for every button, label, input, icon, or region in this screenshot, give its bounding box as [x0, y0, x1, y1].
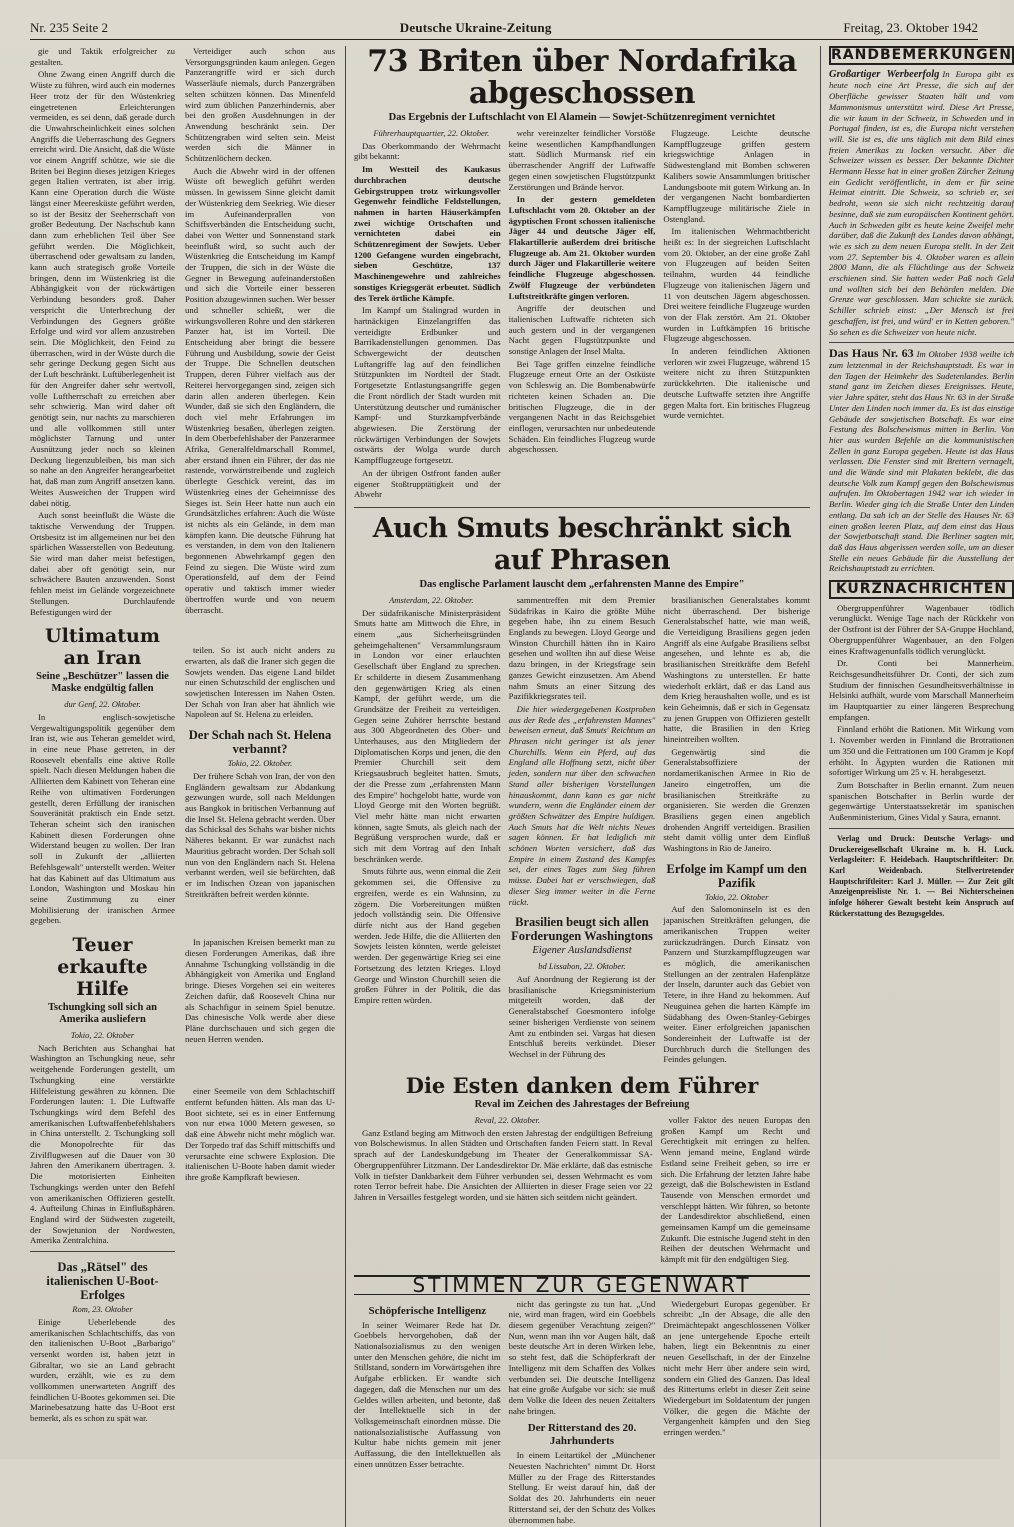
main-dateline: Führerhauptquartier, 22. Oktober.: [373, 128, 490, 138]
esten-col-a: [354, 1115, 653, 1267]
brasil-subheadline: Eigener Auslandsdienst: [532, 945, 632, 957]
teuer-dateline: Tokio, 22. Oktober: [70, 1030, 135, 1041]
issue-number: Nr. 235 Seite 2: [30, 20, 108, 35]
esten-paragraph: Ganz Estland beging am Mittwoch den ersten Jahrestag der endgültigen Befreiung von Bolschewismus. In allen Städten und Ortschaften fanden Feiern statt. In Reval sprach auf der Landeskundgebung im Theater der Generalkommissar SA-Obergruppenführer Litzmann. Der Landesdirektor Dr. Mäe erklärte, daß das estnische Volk in tiefster Dankbarkeit dem Führer verbunden sei, dessen Wehrmacht es vom roten Terror befreit habe. Die Ansichten der Alliierten in dieser Frage seien vor 22 Jahren in Versailles festgelegt worden, und sie hätten sich seitdem nicht geändert.: [354, 1127, 653, 1202]
iran-dateline: dur Genf, 22. Oktober.: [64, 699, 141, 710]
schah-headline: Der Schah nach St. Helena verbannt?: [188, 728, 332, 757]
pazifik-dateline: Tokio, 22. Oktober: [704, 891, 769, 902]
main-paragraph: Flugzeuge. Leichte deutsche Kampfflugzeuge griffen gestern kriegswichtige Anlagen in Südwestengland mit Bomben schweren Kalibers sowie Ansammlungen britischer Landungsboote mit gutem Wirkung an. In der vergangenen Nacht bombardierten Kampfflugzeuge militärische Ziele in Ostengland.: [663, 128, 810, 224]
schah-dateline: Tokio, 22. Oktober.: [227, 758, 293, 769]
haus-title: Das Haus Nr. 63: [829, 346, 914, 361]
col2-paragraph: Auch die Abwehr wird in der offenen Wüste oft beweglich geführt werden müssen. In gewissem Sinne gleicht damit der Wüstenkrieg dem Seekrieg. Wie dieser im Aufeinanderprallen von Schiffsverbänden die Entscheidung sucht, dabei von Wetter und Sonnenstand stark beeinflußt wird, so sucht auch der Wüstenkrieg die Entscheidung im Kampf der Truppen, die sich in der Wüste die Gegner in Bewegung aufeinanderstoßen und sich die Vorteile einer besseren Position abzugewinnen suchen. Wer besser und schneller schießt, wer die wirkungsvolleren Rohre und den stärkeren Panzer hat, ist im Vorteil. Die Entscheidung aber bringt die bessere Führung und Ausbildung, sowie der Geist der Truppe. Die Schnellen deutschen Truppen, deren Führer vielfach aus der Reiterei hervorgegangen sind, zeigen sich darin allen anderen überlegen. Kein Wunder, daß sie sich den Engländern, die doch viel mehr Erfahrungen im Wüstenkrieg besaßen, überlegen zeigten. In dem Oberbefehlshaber der Panzerarmee Afrika, Generalfeldmarschall Rommel, aber erstand ihnen ein Führer, der das nie rastende, vorwärtstreibende und zugleich überlegte Geschick vereint, das im Wüstenkrieg eines der Geheimnisse des Sieges ist. Sein Heer hatte nun auch ein Grundsätzliches erfahren: Auch die Wüste ist nichts als ein Gelände, in dem man kämpfen kann. Die deutsche Führung hat es verstanden, in dem von den Italienern begonnenen Abwehrkampf gegen den Feind zu siegen. Die Wüste wird zum Operationsfeld, auf dem der Feind operativ und taktisch immer wieder übertroffen wurde und von neuem überrascht.: [185, 165, 335, 615]
right-column: [820, 46, 1014, 1527]
brasil-text: Auf Anordnung der Regierung ist der brasilianische Kriegsministerium mitgeteilt worden, daß der Generalstabschef Goesmontero infolge seiner bisherigen Verdienste von seinem Amt zu entbinden sei. Vargas hat diesen Entschluß bereits verkündet. Dieser Wechsel in der Führung des: [508, 974, 656, 1059]
esten-subheadline: Reval im Zeichen des Jahrestages der Befreiung: [474, 1099, 690, 1111]
brasil-headline: Brasilien beugt sich allen Forderungen Washingtons: [511, 915, 653, 944]
teuer-headline: Teuer erkaufte Hilfe: [57, 934, 148, 1001]
smuts-subheadline: Das englische Parlament lauscht dem „erfahrensten Manne des Empire": [419, 578, 745, 590]
divider: [829, 828, 1014, 829]
stimmen-col-a: [354, 1299, 501, 1527]
main-paragraph: Im italienischen Wehrmachtbericht heißt es: In der siegreichen Luftschlacht vom 20. Oktober, an der eine große Zahl von Flugzeugen auf beiden Seiten teilnahm, wurden 44 feindliche Flugzeuge von italienischen Jägern und 11 von deutschen Jägern abgeschossen. Drei weitere feindliche Flugzeuge wurden von der Flak zerstört. Am 21. Oktober wurden in Luftkämpfen 16 britische Flugzeuge abgeschossen.: [663, 226, 810, 344]
smuts-col-b: [509, 595, 656, 1067]
stimmen-paragraph: Wiedergeburt Europas gegenüber. Er schreibt: „In der Absage, die alle den Dreimächtepakt angeschlossenen Völker an jene untergehende Epoche erteilt haben, liegt ein Bekenntnis zu einer neuen Gesellschaft, in der der Einzelne nicht mehr Herr über andere sein wird, sondern ein Glied des Ganzen. Das Ideal des Rittertums erlebt in dieser Zeit seine Wiedergeburt im Soldatentum der jungen Völker, die gegen die Mächte der Vergangenheit kämpfen und den Sieg erringen werden.": [663, 1298, 810, 1438]
brasil-paragraph: Gegenwärtig sind die Generalstabsoffiziere der nordamerikanischen Armee in Rio de Janeiro eingetroffen, um die brasilianischen Streitkräfte zu organisieren. Sie werden die Grenzen Brasiliens gegen einen angeblich drohenden Angriff verteidigen. Brasilien steht damit völlig unter dem Einfluß Washingtons in Rio de Janeiro.: [663, 746, 810, 854]
divider: [829, 342, 1014, 343]
uboot-dateline: Rom, 23. Oktober: [72, 1304, 133, 1315]
esten-col-b: [661, 1115, 810, 1267]
issue-date: Freitag, 23. Oktober 1942: [843, 20, 978, 35]
newspaper-title: Deutsche Ukraine-Zeitung: [399, 20, 552, 35]
masthead: [30, 20, 978, 40]
haus-text: Im Oktober 1938 weilte ich zum letztenmal in der Reichshauptstadt. Es war in den Tagen der Heimkehr des Sudetenlandes. Berlin stand ganz im Zeichen dieses Ereignisses. Heute, vier Jahre später, steht das Haus Nr. 63 in der Straße Unter den Linden noch immer da. Es ist das einstige Gebäude der sowjetischen Botschaft. Es war eine Festung des Bolschewismus mitten in Berlin. Von hier aus wurden Befehle an die kommunistischen Zellen in ganz Europa gegeben. Heute ist das Haus verlassen. Die Fenster sind mit Brettern vernagelt, und die Wände sind mit Plakaten beklebt, die das deutsche Volk zum Kampf gegen den Bolschewismus aufrufen. Im Oktobertagen 1942 war ich wieder in Berlin. Wieder ging ich die Straße Unter den Linden entlang. Da sah ich an der Stelle des Hauses Nr. 63 einen großen leeren Platz, auf dem einst das Haus der Sowjetbotschaft stand. Die Berliner sagten mir, daß das Haus abgerissen werden solle, um an dieser Stelle ein neues Gebäude für die Ausstellung der Reichshauptstadt zu errichten.: [829, 349, 1014, 574]
main-paragraph: An der übrigen Ostfront fanden außer eigener Stoßtrupptätigkeit und der Abwehr: [354, 467, 501, 500]
main-paragraph: Im Westteil des Kaukasus durchbrachen deutsche Gebirgstruppen trotz wirkungsvoller Gegenwehr feindliche Feldstellungen, nahmen in harten Häuserkämpfen zwei wichtige Ortschaften und vernichteten dabei ein Schützenregiment der Sowjets. Ueber 1200 Gefangene wurden eingebracht, sieben Geschütze, 137 Maschinengewehre und zahlreiches sonstiges Kriegsgerät erbeutet. Südlich des Terek örtliche Kämpfe.: [354, 164, 501, 303]
main-paragraph: In der gestern gemeldeten Luftschlacht vom 20. Oktober an der ägyptischen Front schossen italienische Jäger 44 und deutsche Jäger elf, Flakartillerie außerdem drei britische Flugzeuge ab. Am 21. Oktober wurden durch Jäger und Flakartillerie weitere feindliche Flugzeuge abgeschossen. Zwölf Flugzeuge der verbündeten Luftstreitkräfte gingen verloren.: [508, 194, 656, 301]
main-paragraph: Angriffe der deutschen und italienischen Luftwaffe richteten sich auch gestern und in der vergangenen Nacht gegen Flugstützpunkte und sonstige Anlagen der Insel Malta.: [508, 303, 656, 357]
teuer-text: Nach Berichten aus Schanghai hat Washington an Tschungking neue, sehr weitgehende Forderungen gestellt, um Tschungking eine verstärkte Hilfeleistung gewähren zu können. Die Forderungen lauten: 1. Die Luftwaffe Tschungkings wird dem Befehl des amerikanischen Luftwaffenbefehlshabers in China unterstellt. 2. Tschungking soll die Monopolrechte für das Zivilflugwesen auf die Dauer von 30 Jahren den Amerikanern übertragen. 3. Die motorisierten Einheiten Tschungkings werden unter den Befehl von amerikanischen Offizieren gestellt. 4. Aufteilung Chinas in Einflußsphären. England wird der Südwesten zugeteilt, der Sowjetunion der Nordwesten, Amerika Zentralchina.: [30, 1042, 175, 1246]
divider: [354, 507, 810, 508]
main-article-col-b: [509, 128, 656, 502]
smuts-paragraph: sammentreffen mit dem Premier Südafrikas in Kairo die größte Mühe gegeben habe, ihn zu einem Besuch Englands zu bewegen. Lloyd George und Winston Churchill hätten ihn in Kairo gesehen und wollten ihn auf diese Weise dazu bringen, in der Kriegsfrage sein ganzes Gewicht einzusetzen. Am Abend nahm Smuts an einer Sitzung des Pazifikkriegsrates teil.: [508, 594, 656, 702]
esten-article: [354, 1115, 810, 1267]
esten-dateline: Reval, 22. Oktober.: [474, 1115, 541, 1126]
iran-text: In englisch-sowjetische Vergewaltigungspolitik gegenüber dem Iran ist, wie aus Teheran gemeldet wird, in eine neue Phase getreten, in der Roosevelt ebenfalls eine aktive Rolle spielt. Nach diesen Meldungen haben die Alliierten dem Kabinett von Teheran eine Reihe von ultimativen Forderungen gestellt, deren Erfüllung der iranischen Souveränität praktisch ein Ende setzt. Teheran scheint sich den iranischen Kabinett diesen Forderungen ohne Widerstand beugen zu wollen. Der Iran soll in Zukunft der „alliierten Befehlsgewalt" unterstellt werden. Weiter hat das Kabinett auf das Ultimatum aus London, Washington und Moskau hin seine Zustimmung zu einer Mobilisierung der iranischen Armee gegeben.: [30, 711, 176, 926]
main-paragraph: wehr vereinzelter feindlicher Vorstöße keine wesentlichen Kampfhandlungen statt. Südlich Murmansk rief ein überraschender Angriff der Luftwaffe gegen einen sowjetischen Flugstützpunkt Zerstörungen und Brände hervor.: [508, 128, 656, 192]
column-2: [185, 46, 335, 1527]
main-paragraph: Bei Tage griffen einzelne feindliche Flugzeuge erneut Orte an der Ostküste von Schleswig an. Die Bombenabwürfe richteten keinen Schaden an. Die britischen Flugzeuge, die in der vergangenen Nacht in das Reichsgebiet einflogen, verursachten nur unbedeutende Schäden. Ein feindliches Flugzeug wurde abgeschossen.: [508, 358, 656, 455]
stimmen-subheadline: Der Ritterstand des 20. Jahrhunderts: [527, 1422, 637, 1448]
smuts-dateline: Amsterdam, 22. Oktober.: [389, 594, 474, 605]
teuer-text-cont: In japanischen Kreisen bemerkt man zu diesen Forderungen Amerikas, daß ihre Annahme Tschungking vollständig in die Abhängigkeit von Amerika und England bringe. Dieses Vorgehen sei ein weiteres Zeichen dafür, daß Roosevelt China nur als Schachfigur in seinem Spiel benutze. Das chinesische Volk werde aber diese Pläne durchschauen und sich gegen die neuen Herren wenden.: [185, 937, 335, 1044]
main-article-col-a: [354, 128, 501, 502]
smuts-article: [354, 595, 810, 1067]
kurz-item: Finnland erhöht die Rationen. Mit Wirkung vom 1. November werden in Finnland die Brotrationen um 350 und die Fettrationen um 100 Gramm je Kopf erhöht. In Ägypten wurden die Rationen mit sofortiger Wirkung um 25 v. H. herabgesetzt.: [829, 724, 1014, 778]
smuts-paragraph: Smuts führte aus, wenn einmal die Zeit gekommen sei, die Offensive zu ergreifen, werde es ein Wahnsinn, zu zögern. Die Vorbereitungen müßten jedoch vollständig sein. Die Offensive dürfe nicht aus der Hand gegeben werden. Jede Hilfe, die die Alliierten den Sowjets leisten könnten, werde geleistet werden. Der gegenwärtige Krieg sei eine Fortsetzung des letzten Krieges. Lloyd George und Winston Churchill seien die großen Führer in der Politik, die das Empire retten würden.: [354, 866, 501, 1005]
stimmen-col-c: [663, 1299, 810, 1527]
smuts-paragraph: Die hier wiedergegebenen Kostproben aus der Rede des „erfahrensten Mannes" beweisen erneut, daß Smuts' Reichtum an Phrasen nicht geringer ist als jener Churchills. Wenn ein Pferd, auf das England alle Hoffnung setzt, nicht über jeden, sondern nur über den schwachen Stand aller bisherigen Vorstellungen hinauskommt, dann kann es gar nicht wundern, wenn die Engländer einem der größten Schwätzer des Empire huldigen. Auch Smuts hat die Welt nichts Neues sagen können. Er hat lediglich mit schönen Worten versichert, daß das Empire in einem Zustand des Kampfes sei, der eines Tages zum Sieg führen müsse. Dabei hat er verschwiegen, daß dieser Sieg immer weiter in die Ferne rückt.: [508, 703, 656, 907]
stimmen-paragraph: In seiner Weimarer Rede hat Dr. Goebbels hervorgehoben, daß der Nationalsozialismus zu den wenigen unter den Menschen gehöre, die nicht im Stillstand, sondern im Vorwärtsgehen ihre Aufgabe erblicken. Er wandte sich dagegen, daß die Menschen nur um des Geldes willen arbeiten, und betonte, daß der Intellektuelle sich in der Volksgemeinschaft einordnen müsse. Die nationalsozialistische Auffassung von Kultur habe nichts gemein mit jener Auffassung, die den Intellektuellen als einen unnützen Esser betrachte.: [354, 1319, 501, 1469]
stimmen-section: [354, 1299, 810, 1527]
stimmen-section-title: STIMMEN ZUR GEGENWART: [354, 1275, 810, 1295]
main-article: [354, 128, 810, 502]
col2-paragraph: Verteidiger auch schon aus Versorgungsgründen kaum anlegen. Gegen Panzerangriffe wird er sich durch Wasserläufe niemals, durch Panzergräben selten schützen können. Das Minenfeld wird zum üblichen Panzerhindernis, aber bei den großen Ausdehnungen in der Anwendung beschränkt sein. Der Schützengraben wird selten sein. Meist werden sich die Männer in Schützenlöchern decken.: [185, 46, 335, 164]
pazifik-headline: Erfolge im Kampf um den Pazifik: [666, 861, 807, 890]
uboot-text: Einige Ueberlebende des amerikanischen Schlachtschiffs, das von den italienischen U-Boot „Barbarigo" versenkt worden ist, haben jetzt in Gibraltar, wo sie an Land gebracht wurden, erzählt, wie es zu dem vollkommen unerwarteten Angriff des feindlichen U-Bootes gekommen sei. Die Marinebesatzung hatte das U-Boot erst bemerkt, als es schon zu spät war.: [30, 1316, 175, 1424]
col1-paragraph: Auch sonst beeinflußt die Wüste die taktische Verwendung der Truppen. Ortsbesitz ist im allgemeinen nur bei den spärlichen Wasserstellen von Bedeutung. Sie wird man daher meist befestigen, dabei aber oft genötigt sein, nur schwächere Bauten anzuwenden. Sonst fehlen meist im Gelände vorgezeichnete Stellungen. Durchlaufende Befestigungen wird der: [30, 510, 175, 617]
smuts-paragraph: Der südafrikanische Ministerpräsident Smuts hatte am Mittwoch die Ehre, in einem „aus Sicherheitsgründen geheimgehaltenen" Versammlungsraum in London vor einer erlauchten Gesellschaft über England zu sprechen. Er schilderte in diesem Zusammenhang den gegenwärtigen Krieg als einen Kampf, der geführt werde, um die Grundsätze der Freiheit zu verteidigen. Gegen seine Zuhörer herrschte bestand aus 300 Abgeordneten des Ober- und Unterhauses, aus den Mitgliedern der Diplomatischen Korps und jenen, die den Premier Churchill seit dem Kriegsausbruch begleitet hatten. Smuts, der die Presse zum „erfahrensten Mann des Empire" hochgelobt hatte, wurde von Lloyd George mit den Worten begrüßt. Viel mehr hätte man nicht erwarten können, sagte Smuts, als gleich nach der Begrüßung versprochen wurde, daß er sich mit dem Vortrag auf den Inhalt beschränken werde.: [354, 607, 501, 864]
divider: [30, 1251, 175, 1252]
kurz-item: Zum Botschafter in Berlin ernannt. Zum neuen spanischen Botschafter in Berlin wurde der gegenwärtige Unterstaatssekretär im spanischen Außenministerium, Gines Vidal y Saura, ernannt.: [829, 780, 1014, 823]
esten-paragraph: voller Faktor des neuen Europas den großen Kampf um Recht und Gerechtigkeit mit erringen zu helfen. Wenn jemand meine, England würde Estland seine Freiheit geben, so irre er sich. Die Erfahrung der letzten Jahre habe gezeigt, daß die Bolschewisten in Estland Tausende von Menschen ermordet und verschleppt hätten. Wir führen, so betonte der Landesdirektor abschließend, einen gemeinsamen Kampf um die gemeinsame Zukunft. Die estnische Jugend steht in den Reihen der deutschen Wehrmacht und kämpft mit für den endgültigen Sieg.: [660, 1115, 810, 1265]
center-section: [345, 46, 810, 1527]
teuer-subheadline: Tschungking soll sich an Amerika ausliefern: [47, 1002, 158, 1026]
smuts-headline: Auch Smuts beschränkt sich auf Phrasen: [372, 512, 792, 576]
uboot-text-cont: einer Seemeile von dem Schlachtschiff entfernt befunden hätten. Als man das U-Boot sichtete, sei es in einer Entfernung von nur etwa 1000 Metern gewesen, so daß eine Abwehr nicht mehr möglich war. Der Torpedo traf das Schiff mittschiffs und verursachte eine schwere Explosion. Die italienischen U-Boote haben damit wieder ihre große Kampfkraft bewiesen.: [185, 1086, 335, 1182]
column-1: [30, 46, 175, 1527]
iran-subheadline: Seine „Beschützer" lassen die Maske endgültig fallen: [36, 671, 169, 695]
main-paragraph: Das Oberkommando der Wehrmacht gibt bekannt:: [354, 140, 501, 162]
stimmen-col-b: [509, 1299, 656, 1527]
smuts-col-a: [354, 595, 501, 1067]
stimmen-subheadline: Schöpferische Intelligenz: [368, 1304, 487, 1317]
main-article-col-c: [663, 128, 810, 502]
stimmen-paragraph: nicht das geringste zu tun hat. „Und nie, wird man fragen, wird ein Goebbels diesem gegenüber Verachtung zeigen?" Nun, wenn man ihn vor Augen hält, daß beste deutsche Art in deren Wirken lebe, so steht fest, daß die Schöpferkraft der Intelligenz mit dem Schaffen des Volkes verbunden sei. Die deutsche Intelligenz hat eine große Aufgabe vor sich: sie muß dem Volke die Ideen des neuen Zeitalters nahe bringen.: [508, 1298, 656, 1416]
esten-headline: Die Esten danken dem Führer: [405, 1073, 759, 1099]
randbem-text: In Europa gibt es heute noch eine Art Presse, die sich auf der Oberfläche gewisser Staaten hält und vom Mammonismus unterstützt wird. Diese Art Presse, die wir kaum in der Schweiz, in Schweden und in Portugal finden, ist es, die Europa nicht verstehen will. Sie ist es, die uns täglich mit dem Bild eines freien Amerikas zu locken versucht. Aber die Schweizer wissen es besser. Der bekannte Dichter Hermann Hesse hat in einer großen Zürcher Zeitung ein Gedicht veröffentlicht, in dem er für seine Heimat eintritt. Die Schweiz, so schrieb er, sei bedroht, wenn sie sich nicht rechtzeitig darauf besinne, daß sie zum europäischen Kontinent gehört. Auch in Schweden gibt es heute keine Zweifel mehr darüber, daß die Zukunft des Landes davon abhängt, wie es sich zu dem neuen Europa stellt. In der Zeit vom 27. September bis 4. Oktober waren es allein 2800 Mann, die als Flüchtlinge aus der Schweiz erschienen sind. Sie hatten weder Paß noch Geld und wollten sich bei den Behörden melden. Die Grenze war geschlossen. Man schickte sie zurück. Schiller schrieb einst: „Der Mensch ist frei geschaffen, ist frei, und würd' er in Ketten geboren." So sehen es die Schweizer von heute nicht.: [829, 68, 1014, 337]
main-paragraph: In anderen feindlichen Aktionen verloren wir zwei Flugzeuge, während 15 weitere nicht zu ihren Stützpunkten zurückkehrten. Die italienische und deutsche Luftwaffe setzten ihre Angriffe gegen Malta fort. Ein britisches Flugzeug wurde vernichtet.: [663, 346, 810, 421]
main-subheadline: Das Ergebnis der Luftschlacht von El Alamein — Sowjet-Schützenregiment vernichtet: [388, 112, 776, 123]
pazifik-text: Auf den Salomoninseln ist es den japanischen Streitkräften gelungen, die amerikanischen Truppen weiter zurückzudrängen. Durch Einsatz von Panzern und Sturzkampfflugzeugen war es möglich, die amerikanischen Stellungen an der zentralen Hafenplätze der Inseln, darunter auch das Gebiet von Tetere, in ihre Hand zu bekommen. Auf Neuguinea gehen die harten Kämpfe im Südabhang des Owen-Stanley-Gebirges weiter. Einer erfolgreichen japanischen Sondereinheit der Luftwaffe ist der Durchbruch durch die Stellungen des Feindes gelungen.: [663, 904, 810, 1065]
stimmen-paragraph: In einem Leitartikel der „Münchener Neuesten Nachrichten" nimmt Dr. Horst Müller zu der Frage des Ritterstandes Stellung. Er weist darauf hin, daß der Soldat des 20. Jahrhunderts ein neuer Ritterstand sei, der den Schutz des Volkes übernommen habe.: [508, 1450, 656, 1525]
schah-text: Der frühere Schah von Iran, der von den Engländern gewaltsam zur Abdankung gezwungen wurde, soll nach Meldungen aus Bangkok in britischen Verbannung auf die Insel St. Helena gebracht werden. Über das Schicksal des Schahs war bisher nichts Näheres bekannt. Er war zunächst nach Mauritius gebracht worden. Der Schah soll nun von den Engländern nach St. Helena verbannt werden, weil sie befürchten, daß er im Indischen Ozean von japanischen Streitkräften befreit werden könnte.: [185, 770, 335, 899]
smuts-col-c: [663, 595, 810, 1067]
col1-paragraph: gie und Taktik erfolgreicher zu gestalten.: [30, 46, 175, 67]
main-paragraph: Im Kampf um Stalingrad wurden in hartnäckigen Einzelangriffen das verteidigte Erdbunker und Barrikadenstellungen genommen. Das Schwergewicht der deutschen Luftangriffe lag auf den feindlichen Stützpunkten im Nordteil der Stadt. Fortgesetzte Entlastungsangriffe gegen die Front nördlich der Stadt wurden mit Unterstützung deutscher und rumänischer Kampf- und Sturzkampfverbände abgewiesen. Die Zerstörung der rückwärtigen Verbindungen der Sowjets ostwärts der Wolga wurde durch Kampfflugzeuge fortgesetzt.: [354, 305, 501, 466]
uboot-headline: Das „Rätsel" des italienischen U-Boot-Erfolges: [46, 1260, 159, 1303]
randbemerkungen-title: RANDBEMERKUNGEN: [831, 47, 1012, 63]
iran-headline: Ultimatum an Iran: [45, 625, 160, 670]
imprint: Verlag und Druck: Deutsche Verlags- und Druckereigesellschaft Ukraine m. b. H. Luck. Verlagsleiter: F. Heidebach. Hauptschriftleiter: Dr. Karl Weidenbach. Stellvertretender Hauptschriftleiter: Karl J. Müller. — Zur Zeit gilt Anzeigenpreisliste Nr. 1. — Bei Nichterscheinen infolge höherer Gewalt besteht kein Anspruch auf Rückerstattung des Bezugsgeldes.: [829, 833, 1014, 918]
brasil-paragraph: brasilianischen Generalstabes kommt nicht überraschend. Der bisherige Generalstabschef hatte, wie man weiß, die Verteidigung Brasiliens gegen jeden Angriff als eine Aufgabe Brasiliens selbst angesehen, und lehnte es ab, die brasilianischen Streitkräfte dem Befehl Washingtons zu unterstellen. Er hatte wiederholt erklärt, daß er das Land aus dem Krieg heraushalten wolle, und es ist kein Geheimnis, daß er sich in Gegensatz zu jenen Gruppen von Offizieren gestellt hatte, die Brasilien in den Krieg hineintreiben wollten.: [663, 594, 810, 745]
col1-paragraph: Ohne Zwang einen Angriff durch die Wüste zu führen, wird auch ein modernes Heer trotz der für den Wüstenkrieg eingetretenen Erleichterungen vermeiden, es sei denn, daß gerade durch die Unwahrscheinlichkeit eines solchen Angriffs die Ueberraschung des Gegners erreicht wird. Die Ansicht, daß die Wüste vor einem Angriff schütze, wie sie die Briten bei Beginn dieses jetzigen Krieges gegen Italien vertraten, ist aber irrig. Kann eine Operation durch die Wüste längst einer Meeresküste geführt werden, so ist der Besitz der Seeherrschaft von großer Bedeutung. Der Nachschub kann dann zum erheblichen Teil über See geführt werden. Die Möglichkeit, überraschend oder gewaltsam zu landen, kann auch strategisch große Vorteile bringen, denn im Wüstenkrieg ist die Abhängigkeit von der rückwärtigen Verbindung besonders groß. Daher verspricht die Unterbrechung der Verbindungen des Gegners größte Erfolge und wird vor allem anzustreben sein. Die Möglichkeit, den Feind zu überraschen, wird in der Wüste durch die sehr geringe Deckung gegen Sicht aus der Luft beschränkt. Luftüberlegenheit ist für den Angreifer daher sehr wertvoll, volle Luftherrschaft zu erreichen aber sehr schwierig. Man wird daher oft genötigt sein, nur nachts zu marschieren und alle vollkommen still unter möglichster Tarnung und unter Ausnützung jeder noch so kleinen Deckung liegenzubleiben, bis man sich so nahe an den Angreifer herangearbeitet hat, daß man zum Angriff ansetzen kann. Weites Ausweichen der Truppen wird dabei nötig.: [30, 69, 175, 508]
kurznachrichten-title: KURZNACHRICHTEN: [829, 580, 1014, 599]
page-grid: [30, 44, 1014, 1525]
randbem-lead: Großartiger Werbeerfolg: [829, 68, 940, 80]
main-headline: 73 Briten über Nordafrika abgeschossen: [367, 44, 797, 111]
kurz-item: Dr. Conti bei Mannerheim. Reichsgesundheitsführer Dr. Conti, der sich zum Studium der finnischen Gesundheitsverhältnisse in Helsinki aufhält, wurde vom Marschall Mannerheim im Hauptquartier zu einer längeren Besprechung empfangen.: [829, 658, 1014, 722]
brasil-dateline: bd Lissabon, 22. Oktober.: [538, 961, 626, 972]
iran-text-cont: teilen. So ist auch nicht anders zu erwarten, als daß die Iraner sich gegen die Sowjets wenden. Das eigene Land bildet nur einen Schutzschild der englischen und sowjetischen Interessen im Nahen Osten. Der Schah von Iran aber hat ähnlich wie Napoleon auf St. Helena zu erleiden.: [185, 645, 335, 720]
kurz-item: Obergruppenführer Wagenbauer tödlich verunglückt. Wenige Tage nach der Rückkehr von der Ostfront ist der Führer der SA-Gruppe Hochland, Obergruppenführer Wagenbauer, an den Folgen eines Kraftwagenunfalls tödlich verunglückt.: [829, 602, 1014, 656]
